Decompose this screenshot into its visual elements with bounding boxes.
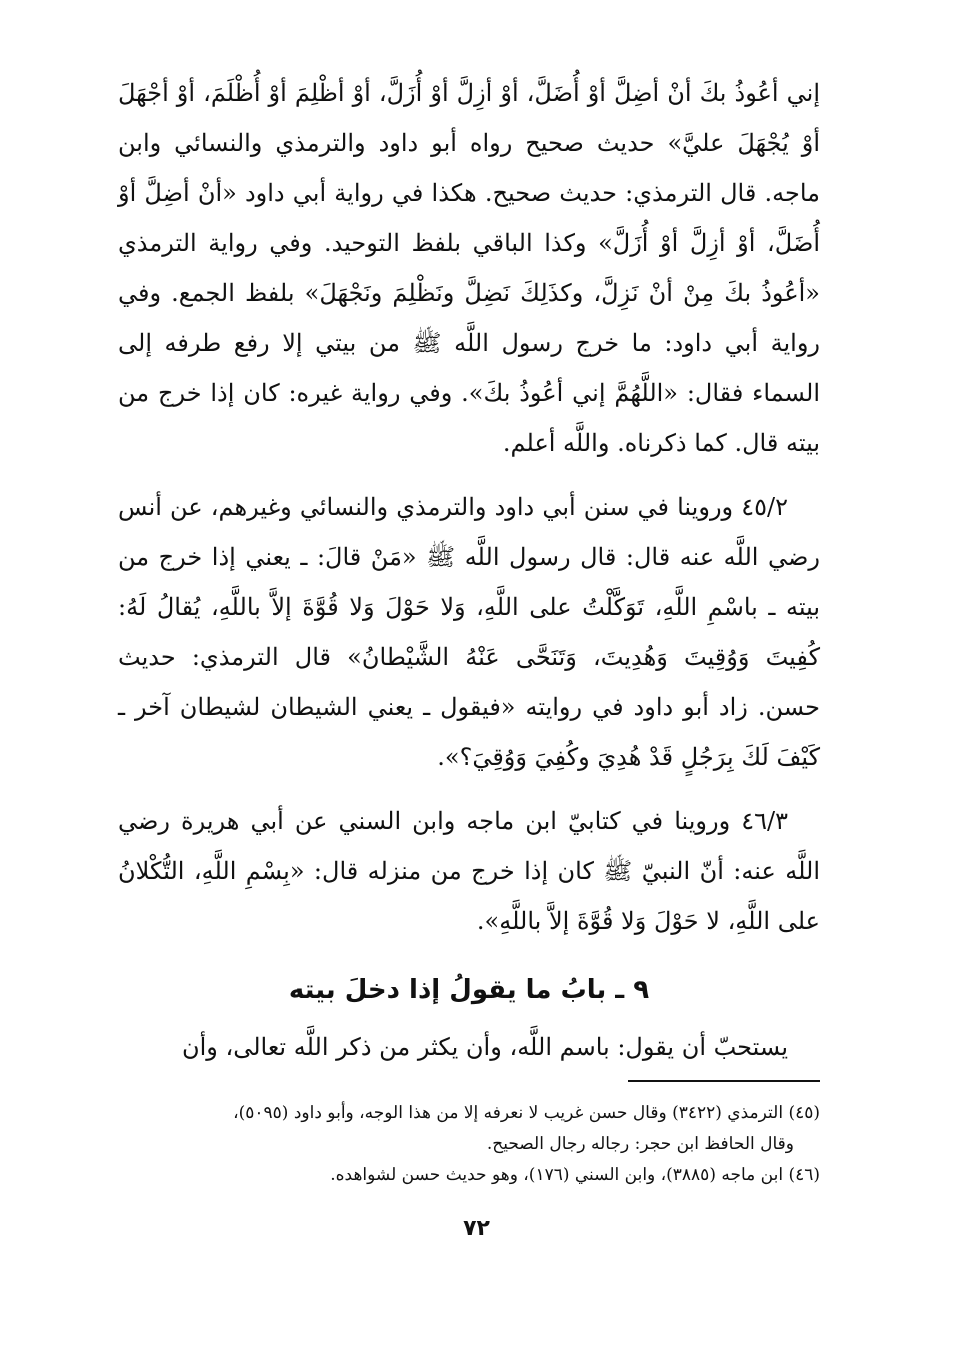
footnotes xyxy=(100,1098,820,1191)
paragraph-hadith-46: ٤٦/٣ وروينا في كتابيّ ابن ماجه وابن السني عن أبي هريرة رضي اللَّه عنه: أنّ النبيّ ﷺ كان إذا خرج من منزله قال: «بِسْمِ اللَّهِ، التُّكْلانُ على اللَّهِ، لا حَوْلَ وَلا قُوَّةَ إلاَّ باللَّهِ». xyxy=(118,807,820,935)
paragraph-hadith-45: ٤٥/٢ وروينا في سنن أبي داود والترمذي والنسائي وغيرهم، عن أنس رضي اللَّه عنه قال: قال رسول اللَّه ﷺ «مَنْ قالَ: ـ يعني إذا خرج من بيته ـ باسْمِ اللَّهِ، تَوَكَّلْتُ على اللَّهِ، وَلا حَوْلَ وَلا قُوَّةَ إلاَّ باللَّهِ، يُقالُ لَهُ: كُفِيتَ وَوُقِيتَ وَهُدِيتَ، وَتَنَحَّى عَنْهُ الشَّيْطانُ» قال الترمذي: حديث حسن. زاد أبو داود في روايته «فيقول ـ يعني الشيطان لشيطان آخر ـ كَيْفَ لَكَ بِرَجُلٍ قَدْ هُدِيَ وكُفِيَ وَوُقِيَ؟». xyxy=(118,493,820,771)
chapter-heading: ٩ ـ بابُ ما يقولُ إذا دخلَ بيته xyxy=(288,975,650,1005)
footnote-45-continuation: وقال الحافظ ابن حجر: رجاله رجال الصحيح. xyxy=(486,1134,794,1154)
footnote-45: (٤٥) الترمذي (٣٤٢٢) وقال حسن غريب لا نعرفه إلا من هذا الوجه، وأبو داود (٥٠٩٥)، xyxy=(233,1103,820,1123)
page-number: ٧٢ xyxy=(463,1216,490,1241)
footnote-46: (٤٦) ابن ماجه (٣٨٨٥)، وابن السني (١٧٦)، وهو حديث حسن لشواهده. xyxy=(330,1165,820,1185)
paragraph-chapter-intro: يستحبّ أن يقول: باسم اللَّه، وأن يكثر من ذكر اللَّه تعالى، وأن xyxy=(181,1033,788,1061)
page-body xyxy=(118,68,820,1072)
footnote-divider xyxy=(628,1080,820,1082)
paragraph-continuation: إني أعُوذُ بكَ أنْ أضِلَّ أوْ أُضَلَّ، أوْ أزِلَّ أوْ أُزَلَّ، أوْ أظْلِمَ أوْ أُظْلَمَ، أوْ أجْهَلَ أوْ يُجْهَلَ عليَّ» حديث صحيح رواه أبو داود والترمذي والنسائي وابن ماجه. قال الترمذي: حديث صحيح. هكذا في رواية أبي داود «أنْ أضِلَّ أوْ أُضَلَّ، أوْ أزِلَّ أوْ أُزَلَّ» وكذا الباقي بلفظ التوحيد. وفي رواية الترمذي «أعُوذُ بكَ مِنْ أنْ نَزِلَّ، وكذَلِكَ نَضِلَّ ونَظْلِمَ ونَجْهَلَ» بلفظ الجمع. وفي رواية أبي داود: ما خرج رسول اللَّه ﷺ من بيتي إلا رفع طرفه إلى السماء فقال: «اللَّهُمَّ إني أعُوذُ بكَ». وفي رواية غيره: كان إذا خرج من بيته قال. كما ذكرناه. واللَّه أعلم. xyxy=(118,79,821,457)
